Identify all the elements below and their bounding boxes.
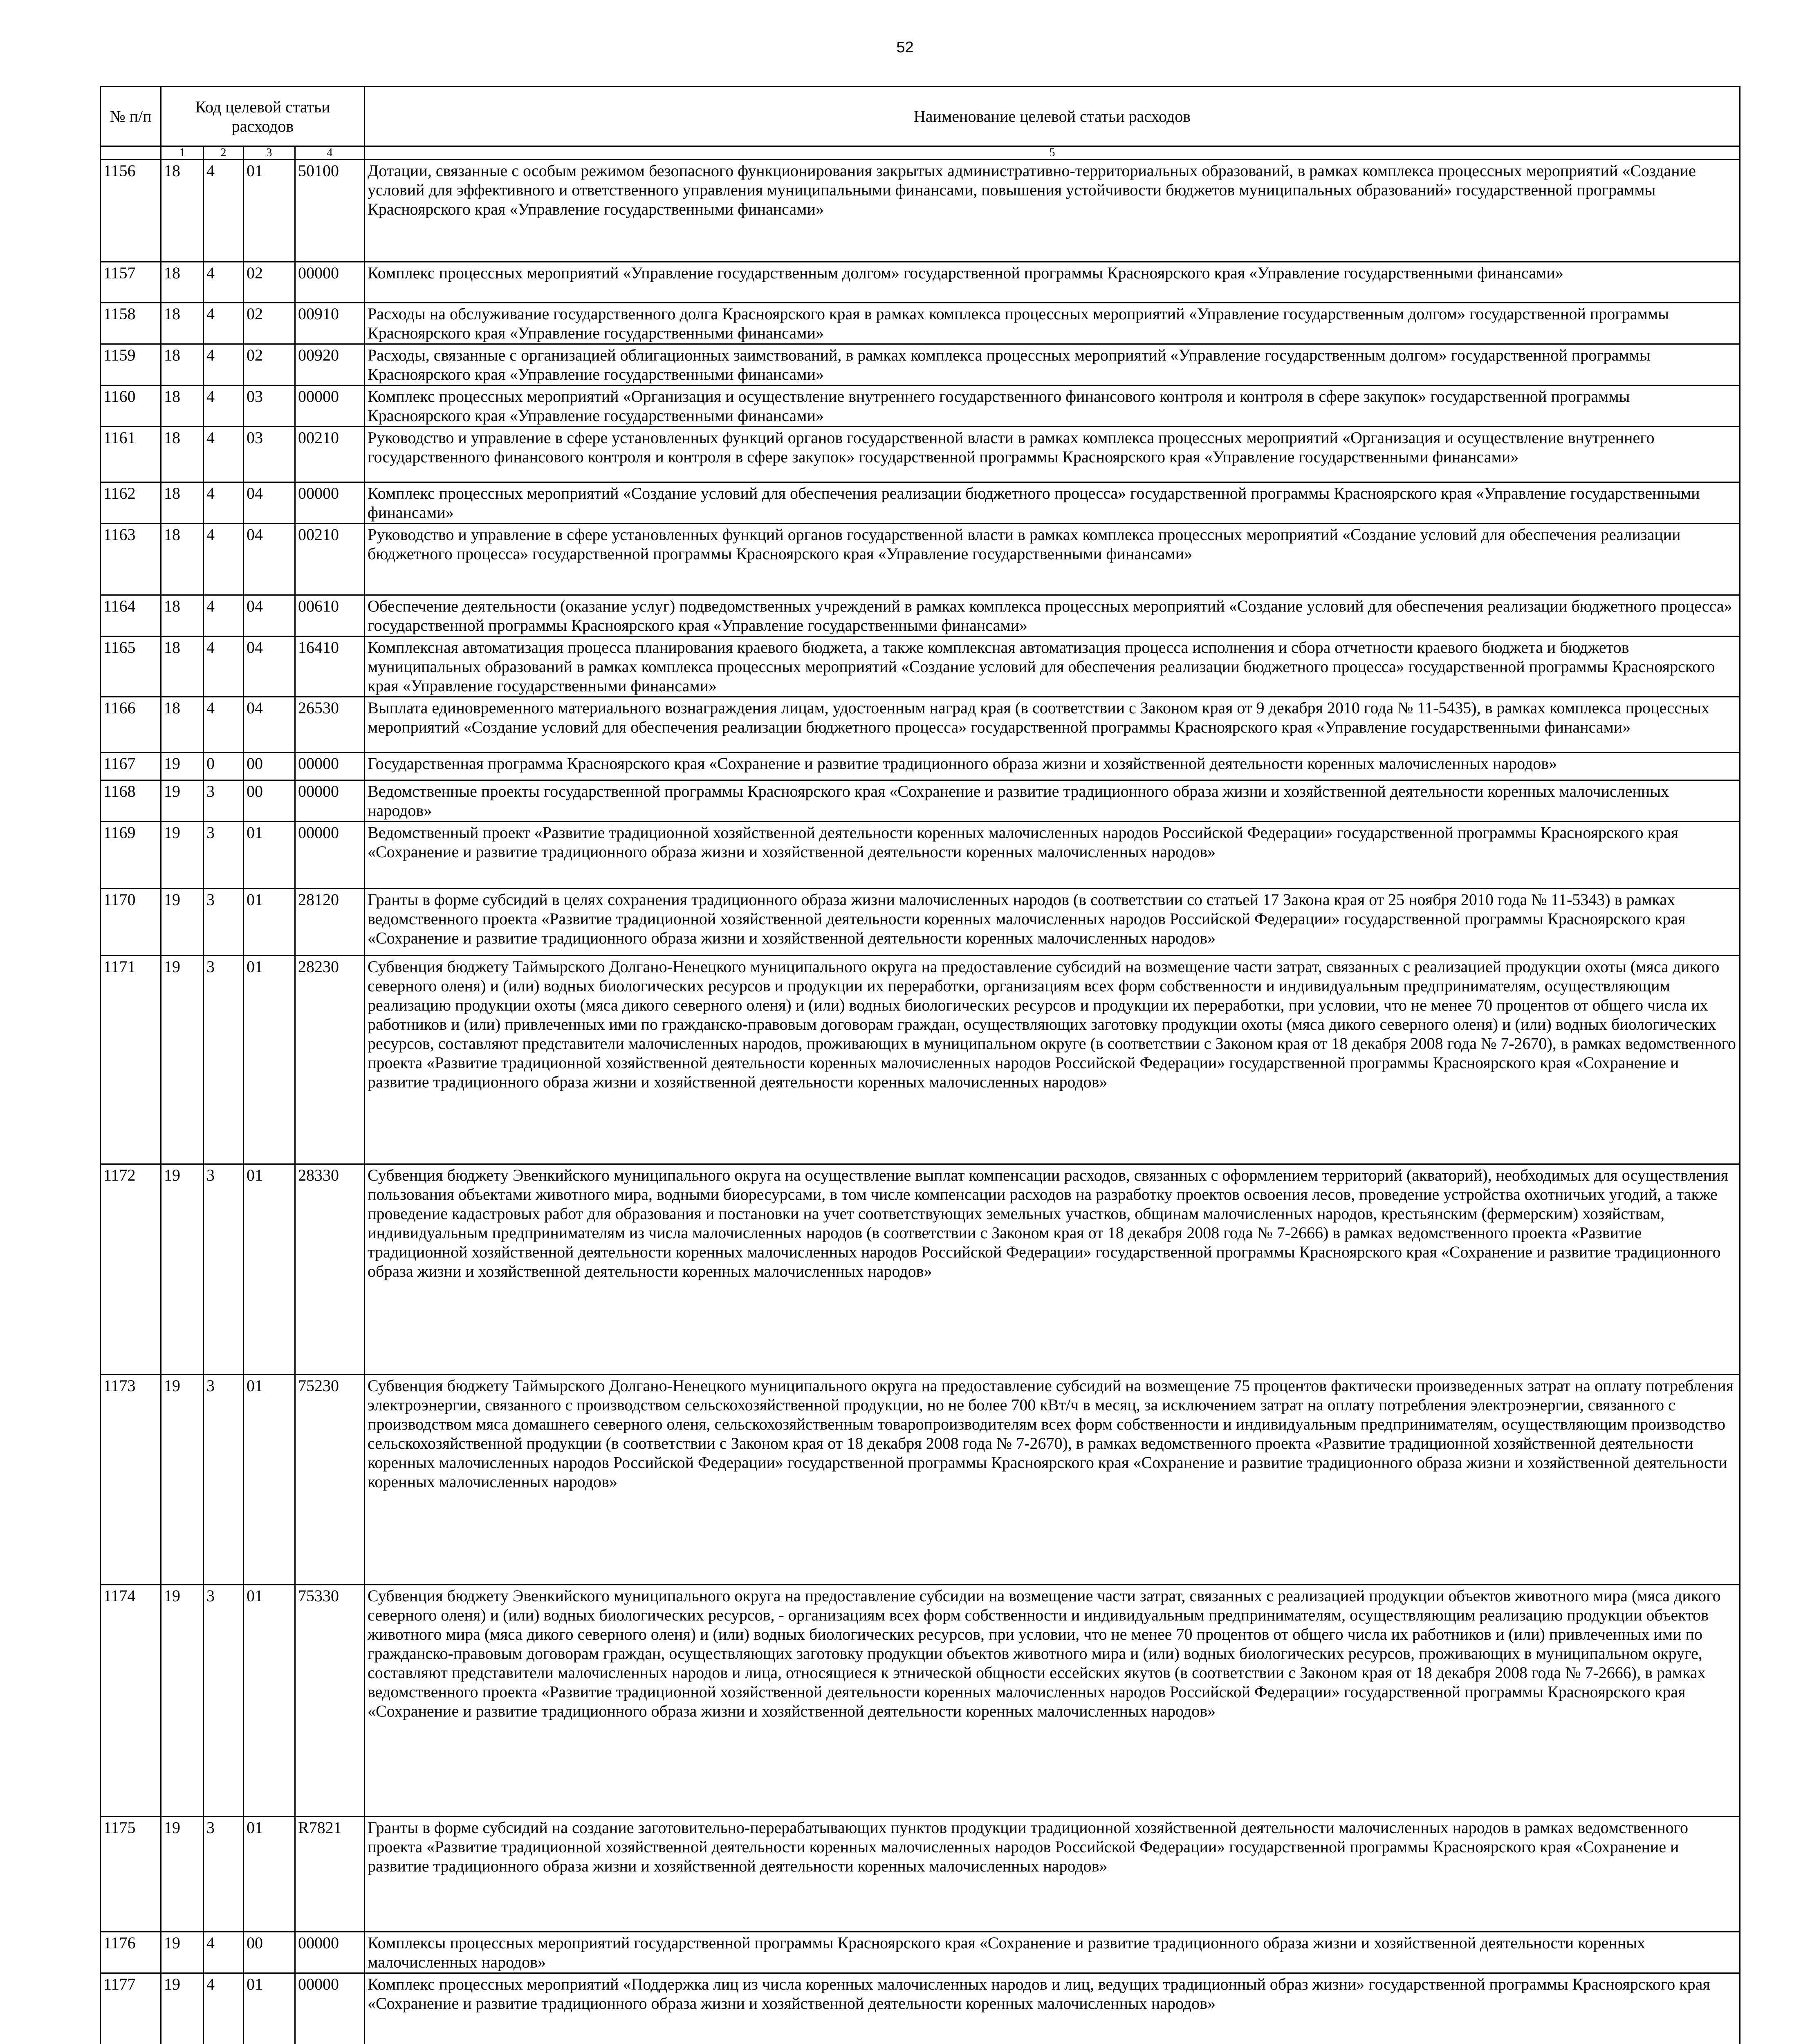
code-program: 18 [161,427,204,482]
code-subprogram: 3 [204,1375,244,1585]
code-program: 18 [161,385,204,427]
code-group: 01 [244,1164,295,1375]
row-number: 1157 [101,262,161,303]
item-name: Руководство и управление в сфере установленных функций органов государственной власти в рамках комплекса процессных мероприятий «Организация и осуществление внутреннего государственного финансового контроля и контроля в сфере закупок» государственной программы Красноярского края «Управление государственными финансами» [365,427,1740,482]
code-group: 01 [244,956,295,1164]
code-program: 18 [161,262,204,303]
column-number: 3 [244,146,295,160]
code-direction: 75230 [295,1375,365,1585]
table-row [101,303,1740,344]
code-group: 02 [244,344,295,385]
code-program: 19 [161,1817,204,1932]
table-row [101,753,1740,780]
item-name: Дотации, связанные с особым режимом безопасного функционирования закрытых административно-территориальных образований, в рамках комплекса процессных мероприятий «Создание условий для эффективного и ответственного управления муниципальными финансами, повышения устойчивости бюджетов муниципальных образований» государственной программы Красноярского края «Управление государственными финансами» [365,160,1740,262]
item-name: Ведомственный проект «Развитие традиционной хозяйственной деятельности коренных малочисленных народов Российской Федерации» государственной программы Красноярского края «Сохранение и развитие традиционного образа жизни и хозяйственной деятельности коренных малочисленных народов» [365,822,1740,889]
code-group: 04 [244,595,295,637]
code-direction: R7821 [295,1817,365,1932]
code-subprogram: 4 [204,697,244,753]
item-name: Комплексная автоматизация процесса планирования краевого бюджета, а также комплексная автоматизация процесса исполнения и сбора отчетности краевого бюджета и бюджетов муниципальных образований в рамках комплекса процессных мероприятий «Создание условий для обеспечения реализации бюджетного процесса» государственной программы Красноярского края «Управление государственными финансами» [365,637,1740,697]
table-row [101,1973,1740,2044]
code-direction: 00210 [295,524,365,595]
code-direction: 00910 [295,303,365,344]
row-number: 1173 [101,1375,161,1585]
code-direction: 00000 [295,822,365,889]
code-program: 19 [161,1375,204,1585]
code-group: 01 [244,160,295,262]
code-program: 19 [161,780,204,822]
code-direction: 50100 [295,160,365,262]
table-row [101,385,1740,427]
table-row [101,889,1740,956]
item-name: Субвенция бюджету Таймырского Долгано-Ненецкого муниципального округа на предоставление субсидий на возмещение части затрат, связанных с реализацией продукции охоты (мяса дикого северного оленя) и (или) водных биологических ресурсов и продукции их переработки, организациям всех форм собственности и индивидуальным предпринимателям, осуществляющим реализацию продукции охоты (мяса дикого северного оленя) и (или) водных биологических ресурсов и продукции их переработки, при условии, что не менее 70 процентов от общего числа их работников и (или) привлеченных ими по гражданско-правовым договорам граждан, осуществляющих заготовку продукции охоты (мяса дикого северного оленя) и (или) водных биологических ресурсов, составляют представители малочисленных народов, проживающих в муниципальном округе (в соответствии с Законом края от 18 декабря 2008 года № 7-2670), в рамках ведомственного проекта «Развитие традиционной хозяйственной деятельности коренных малочисленных народов Российской Федерации» государственной программы Красноярского края «Сохранение и развитие традиционного образа жизни и хозяйственной деятельности коренных малочисленных народов» [365,956,1740,1164]
column-number: 1 [161,146,204,160]
code-program: 19 [161,753,204,780]
code-subprogram: 3 [204,956,244,1164]
item-name: Расходы на обслуживание государственного долга Красноярского края в рамках комплекса процессных мероприятий «Управление государственным долгом» государственной программы Красноярского края «Управление государственными финансами» [365,303,1740,344]
code-subprogram: 3 [204,780,244,822]
code-direction: 00000 [295,780,365,822]
table-row [101,160,1740,262]
item-name: Руководство и управление в сфере установленных функций органов государственной власти в рамках комплекса процессных мероприятий «Создание условий для обеспечения реализации бюджетного процесса» государственной программы Красноярского края «Управление государственными финансами» [365,524,1740,595]
item-name: Комплекс процессных мероприятий «Управление государственным долгом» государственной программы Красноярского края «Управление государственными финансами» [365,262,1740,303]
table-row [101,1817,1740,1932]
code-direction: 00000 [295,262,365,303]
code-subprogram: 0 [204,753,244,780]
code-program: 19 [161,822,204,889]
row-number: 1159 [101,344,161,385]
code-group: 03 [244,427,295,482]
row-number: 1174 [101,1585,161,1817]
code-subprogram: 4 [204,524,244,595]
item-name: Субвенция бюджету Таймырского Долгано-Ненецкого муниципального округа на предоставление субсидий на возмещение 75 процентов фактически произведенных затрат на оплату потребления электроэнергии, связанного с производством сельскохозяйственной продукции, но не более 700 кВт/ч в месяц, за исключением затрат на оплату потребления электроэнергии, связанного с производством мяса домашнего северного оленя, сельскохозяйственным товаропроизводителям всех форм собственности и индивидуальным предпринимателям, осуществляющим производство сельскохозяйственной продукции (в соответствии с Законом края от 18 декабря 2008 года № 7-2670), в рамках ведомственного проекта «Развитие традиционной хозяйственной деятельности коренных малочисленных народов Российской Федерации» государственной программы Красноярского края «Сохранение и развитие традиционного образа жизни и хозяйственной деятельности коренных малочисленных народов» [365,1375,1740,1585]
item-name: Субвенция бюджету Эвенкийского муниципального округа на предоставление субсидии на возмещение части затрат, связанных с реализацией продукции объектов животного мира (мяса дикого северного оленя) и (или) водных биологических ресурсов, - организациям всех форм собственности и индивидуальным предпринимателям, осуществляющим реализацию продукции объектов животного мира (мяса дикого северного оленя) и (или) водных биологических ресурсов, при условии, что не менее 70 процентов от общего числа их работников и (или) привлеченных ими по гражданско-правовым договорам граждан, осуществляющих заготовку продукции объектов животного мира и (или) водных биологических ресурсов, проживающих в муниципальном округе, составляют представители малочисленных народов и лица, относящиеся к этнической общности ессейских якутов (в соответствии с Законом края от 18 декабря 2008 года № 7-2666), в рамках ведомственного проекта «Развитие традиционной хозяйственной деятельности коренных малочисленных народов Российской Федерации» государственной программы Красноярского края «Сохранение и развитие традиционного образа жизни и хозяйственной деятельности коренных малочисленных народов» [365,1585,1740,1817]
row-number: 1176 [101,1932,161,1973]
code-group: 01 [244,1817,295,1932]
code-direction: 00000 [295,753,365,780]
column-number: 2 [204,146,244,160]
row-number: 1161 [101,427,161,482]
budget-table [100,86,1740,2044]
table-row [101,780,1740,822]
row-number: 1169 [101,822,161,889]
code-group: 01 [244,1585,295,1817]
row-number: 1165 [101,637,161,697]
code-group: 04 [244,697,295,753]
code-subprogram: 4 [204,1932,244,1973]
code-subprogram: 4 [204,482,244,524]
code-direction: 16410 [295,637,365,697]
table-header [101,87,1740,160]
code-direction: 00920 [295,344,365,385]
code-subprogram: 3 [204,1817,244,1932]
code-subprogram: 4 [204,303,244,344]
row-number: 1172 [101,1164,161,1375]
code-subprogram: 3 [204,1164,244,1375]
table-row [101,1375,1740,1585]
code-group: 04 [244,482,295,524]
code-group: 03 [244,385,295,427]
code-subprogram: 4 [204,1973,244,2044]
code-program: 18 [161,303,204,344]
column-numbers-row [101,146,1740,160]
code-subprogram: 4 [204,427,244,482]
column-number: 5 [365,146,1740,160]
row-number: 1156 [101,160,161,262]
code-subprogram: 3 [204,1585,244,1817]
code-group: 02 [244,262,295,303]
table-row [101,262,1740,303]
code-program: 18 [161,697,204,753]
code-group: 00 [244,780,295,822]
table-row [101,956,1740,1164]
table-row [101,822,1740,889]
row-number: 1168 [101,780,161,822]
item-name: Гранты в форме субсидий в целях сохранения традиционного образа жизни малочисленных народов (в соответствии со статьей 17 Закона края от 25 ноября 2010 года № 11-5343) в рамках ведомственного проекта «Развитие традиционной хозяйственной деятельности коренных малочисленных народов Российской Федерации» государственной программы Красноярского края «Сохранение и развитие традиционного образа жизни и хозяйственной деятельности коренных малочисленных народов» [365,889,1740,956]
code-group: 04 [244,637,295,697]
code-subprogram: 3 [204,889,244,956]
code-program: 18 [161,160,204,262]
item-name: Расходы, связанные с организацией облигационных заимствований, в рамках комплекса процессных мероприятий «Управление государственным долгом» государственной программы Красноярского края «Управление государственными финансами» [365,344,1740,385]
page-number: 52 [896,39,914,56]
code-direction: 00610 [295,595,365,637]
table-row [101,344,1740,385]
code-program: 18 [161,344,204,385]
code-group: 01 [244,1375,295,1585]
code-program: 18 [161,637,204,697]
code-program: 19 [161,1932,204,1973]
code-program: 19 [161,1973,204,2044]
table-row [101,637,1740,697]
row-number: 1171 [101,956,161,1164]
code-program: 19 [161,889,204,956]
code-subprogram: 4 [204,595,244,637]
code-group: 02 [244,303,295,344]
row-number: 1164 [101,595,161,637]
row-number: 1170 [101,889,161,956]
table-row [101,427,1740,482]
header-name: Наименование целевой статьи расходов [365,87,1740,146]
row-number: 1177 [101,1973,161,2044]
item-name: Комплекс процессных мероприятий «Организация и осуществление внутреннего государственного финансового контроля и контроля в сфере закупок» государственной программы Красноярского края «Управление государственными финансами» [365,385,1740,427]
table-body [101,160,1740,2044]
row-number: 1163 [101,524,161,595]
table-row [101,524,1740,595]
table-row [101,1585,1740,1817]
code-group: 00 [244,1932,295,1973]
table-row [101,1932,1740,1973]
code-group: 01 [244,822,295,889]
item-name: Комплексы процессных мероприятий государственной программы Красноярского края «Сохранение и развитие традиционного образа жизни и хозяйственной деятельности коренных малочисленных народов» [365,1932,1740,1973]
code-program: 19 [161,1164,204,1375]
code-subprogram: 4 [204,160,244,262]
code-direction: 00000 [295,385,365,427]
table-row [101,595,1740,637]
row-number: 1167 [101,753,161,780]
code-direction: 00000 [295,1973,365,2044]
code-program: 19 [161,956,204,1164]
column-number-blank [101,146,161,160]
code-direction: 28120 [295,889,365,956]
item-name: Выплата единовременного материального вознаграждения лицам, удостоенным наград края (в соответствии с Законом края от 9 декабря 2010 года № 11-5435), в рамках комплекса процессных мероприятий «Создание условий для обеспечения реализации бюджетного процесса» государственной программы Красноярского края «Управление государственными финансами» [365,697,1740,753]
table-row [101,1164,1740,1375]
item-name: Комплекс процессных мероприятий «Создание условий для обеспечения реализации бюджетного процесса» государственной программы Красноярского края «Управление государственными финансами» [365,482,1740,524]
item-name: Гранты в форме субсидий на создание заготовительно-перерабатывающих пунктов продукции традиционной хозяйственной деятельности малочисленных народов в рамках ведомственного проекта «Развитие традиционной хозяйственной деятельности коренных малочисленных народов Российской Федерации» государственной программы Красноярского края «Сохранение и развитие традиционного образа жизни и хозяйственной деятельности коренных малочисленных народов» [365,1817,1740,1932]
row-number: 1162 [101,482,161,524]
item-name: Государственная программа Красноярского края «Сохранение и развитие традиционного образа жизни и хозяйственной деятельности коренных малочисленных народов» [365,753,1740,780]
code-program: 18 [161,524,204,595]
code-group: 01 [244,889,295,956]
code-subprogram: 4 [204,637,244,697]
code-direction: 28230 [295,956,365,1164]
code-group: 04 [244,524,295,595]
item-name: Обеспечение деятельности (оказание услуг) подведомственных учреждений в рамках комплекса процессных мероприятий «Создание условий для обеспечения реализации бюджетного процесса» государственной программы Красноярского края «Управление государственными финансами» [365,595,1740,637]
item-name: Субвенция бюджету Эвенкийского муниципального округа на осуществление выплат компенсации расходов, связанных с оформлением территорий (акваторий), необходимых для осуществления пользования объектами животного мира, водными биоресурсами, в том числе компенсации расходов на разработку проектов освоения лесов, проведение устройства охотничьих угодий, а также проведение кадастровых работ для образования и постановки на учет соответствующих земельных участков, общинам малочисленных народов, крестьянским (фермерским) хозяйствам, индивидуальным предпринимателям из числа малочисленных народов (в соответствии с Законом края от 18 декабря 2008 года № 7-2666) в рамках ведомственного проекта «Развитие традиционной хозяйственной деятельности коренных малочисленных народов Российской Федерации» государственной программы Красноярского края «Сохранение и развитие традиционного образа жизни и хозяйственной деятельности коренных малочисленных народов» [365,1164,1740,1375]
row-number: 1166 [101,697,161,753]
code-program: 18 [161,595,204,637]
code-program: 19 [161,1585,204,1817]
item-name: Комплекс процессных мероприятий «Поддержка лиц из числа коренных малочисленных народов и лиц, ведущих традиционный образ жизни» государственной программы Красноярского края «Сохранение и развитие традиционного образа жизни и хозяйственной деятельности коренных малочисленных народов» [365,1973,1740,2044]
code-direction: 28330 [295,1164,365,1375]
table-row [101,482,1740,524]
code-subprogram: 4 [204,344,244,385]
header-code-group: Код целевой статьи расходов [161,87,365,146]
code-direction: 00000 [295,482,365,524]
code-group: 01 [244,1973,295,2044]
header-num: № п/п [101,87,161,146]
code-subprogram: 3 [204,822,244,889]
code-subprogram: 4 [204,385,244,427]
row-number: 1160 [101,385,161,427]
code-direction: 00210 [295,427,365,482]
column-number: 4 [295,146,365,160]
code-program: 18 [161,482,204,524]
table-row [101,697,1740,753]
row-number: 1158 [101,303,161,344]
code-group: 00 [244,753,295,780]
code-direction: 00000 [295,1932,365,1973]
row-number: 1175 [101,1817,161,1932]
code-direction: 75330 [295,1585,365,1817]
code-subprogram: 4 [204,262,244,303]
code-direction: 26530 [295,697,365,753]
item-name: Ведомственные проекты государственной программы Красноярского края «Сохранение и развитие традиционного образа жизни и хозяйственной деятельности коренных малочисленных народов» [365,780,1740,822]
